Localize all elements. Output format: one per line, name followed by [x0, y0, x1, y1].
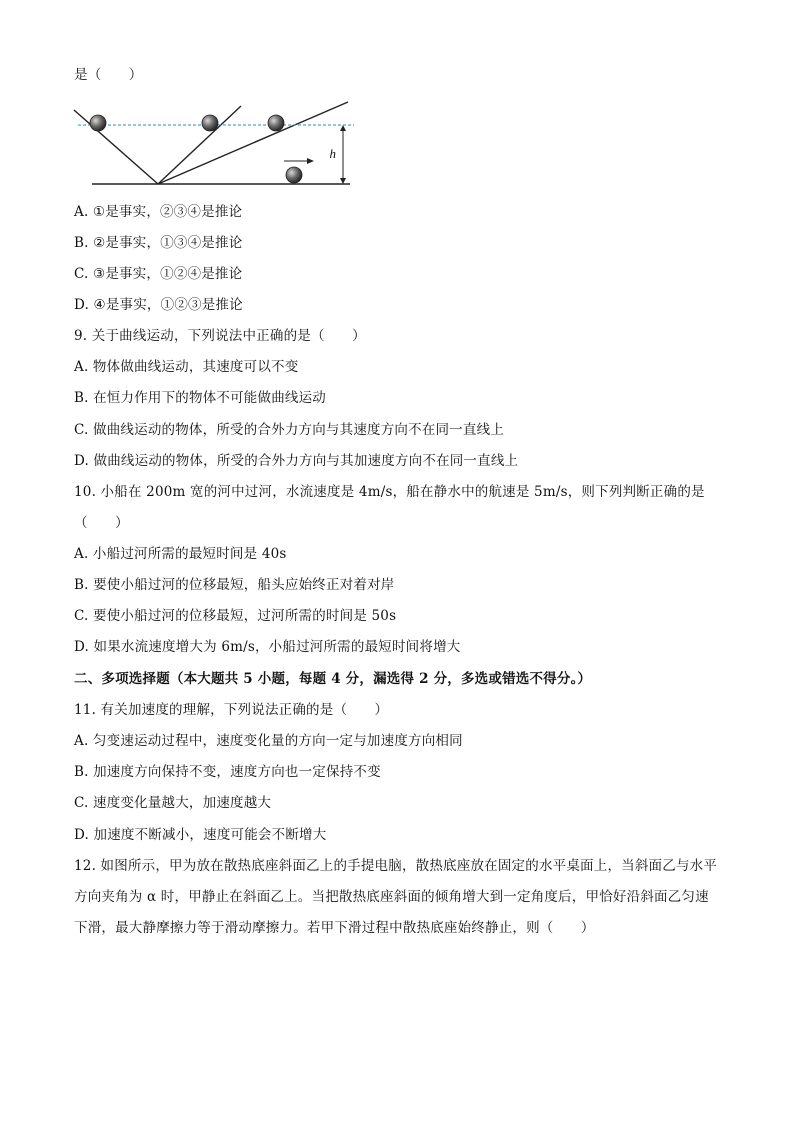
ball-gentle-incline	[268, 115, 284, 131]
q8-option-c: C. ③是事实，①②④是推论	[74, 266, 243, 282]
q9-option-c: C. 做曲线运动的物体，所受的合外力方向与其速度方向不在同一直线上	[74, 422, 505, 438]
q10-option-d: D. 如果水流速度增大为 6m/s，小船过河所需的最短时间将增大	[74, 639, 461, 655]
q12-stem-line1: 12. 如图所示，甲为放在散热底座斜面乙上的手提电脑，散热底座放在固定的水平桌面上，当斜面乙与水平	[74, 858, 718, 874]
q12-stem-line3: 下滑，最大静摩擦力等于滑动摩擦力。若甲下滑过程中散热底座始终静止，则（ ）	[74, 920, 595, 936]
q9-option-b: B. 在恒力作用下的物体不可能做曲线运动	[74, 390, 327, 406]
height-arrow-bottom	[340, 178, 346, 184]
q8-option-d: D. ④是事实，①②③是推论	[74, 297, 243, 313]
q9-option-a: A. 物体做曲线运动，其速度可以不变	[74, 359, 299, 375]
section-2-title: 二、多项选择题（本大题共 5 小题，每题 4 分，漏选得 2 分，多选或错选不得分。）	[74, 671, 592, 687]
q12-stem-line2: 方向夹角为 α 时，甲静止在斜面乙上。当把散热底座斜面的倾角增大到一定角度后，甲恰好沿斜面乙匀速	[74, 889, 709, 905]
q11-option-c: C. 速度变化量越大，加速度越大	[74, 795, 272, 811]
question-8-tail: 是（ ）	[74, 67, 143, 83]
gentle-right-incline	[158, 102, 348, 184]
height-label: h	[329, 146, 336, 161]
q11-stem: 11. 有关加速度的理解，下列说法正确的是（ ）	[74, 702, 389, 718]
steep-right-incline	[158, 106, 241, 184]
height-arrow-top	[340, 125, 346, 131]
ball-left-incline	[90, 115, 106, 131]
q10-option-a: A. 小船过河所需的最短时间是 40s	[74, 546, 287, 562]
q10-stem-line1: 10. 小船在 200m 宽的河中过河，水流速度是 4m/s，船在静水中的航速是 5m/s，则下列判断正确的是	[74, 484, 705, 500]
motion-arrow-head	[307, 158, 314, 164]
q8-option-b: B. ②是事实，①③④是推论	[74, 235, 243, 251]
q10-option-c: C. 要使小船过河的位移最短，过河所需的时间是 50s	[74, 608, 397, 624]
q9-stem: 9. 关于曲线运动，下列说法中正确的是（ ）	[74, 328, 366, 344]
q11-option-b: B. 加速度方向保持不变，速度方向也一定保持不变	[74, 764, 381, 780]
ball-steep-incline	[202, 115, 218, 131]
q11-option-d: D. 加速度不断减小，速度可能会不断增大	[74, 827, 327, 843]
ball-horizontal	[286, 167, 302, 183]
q11-option-a: A. 匀变速运动过程中，速度变化量的方向一定与加速度方向相同	[74, 733, 463, 749]
left-incline	[74, 110, 158, 184]
q8-option-a: A. ①是事实，②③④是推论	[74, 204, 243, 220]
q10-option-b: B. 要使小船过河的位移最短，船头应始终正对着对岸	[74, 577, 395, 593]
q9-option-d: D. 做曲线运动的物体，所受的合外力方向与其加速度方向不在同一直线上	[74, 453, 519, 469]
galileo-incline-figure	[66, 96, 366, 192]
q10-stem-line2: （ ）	[74, 515, 129, 531]
